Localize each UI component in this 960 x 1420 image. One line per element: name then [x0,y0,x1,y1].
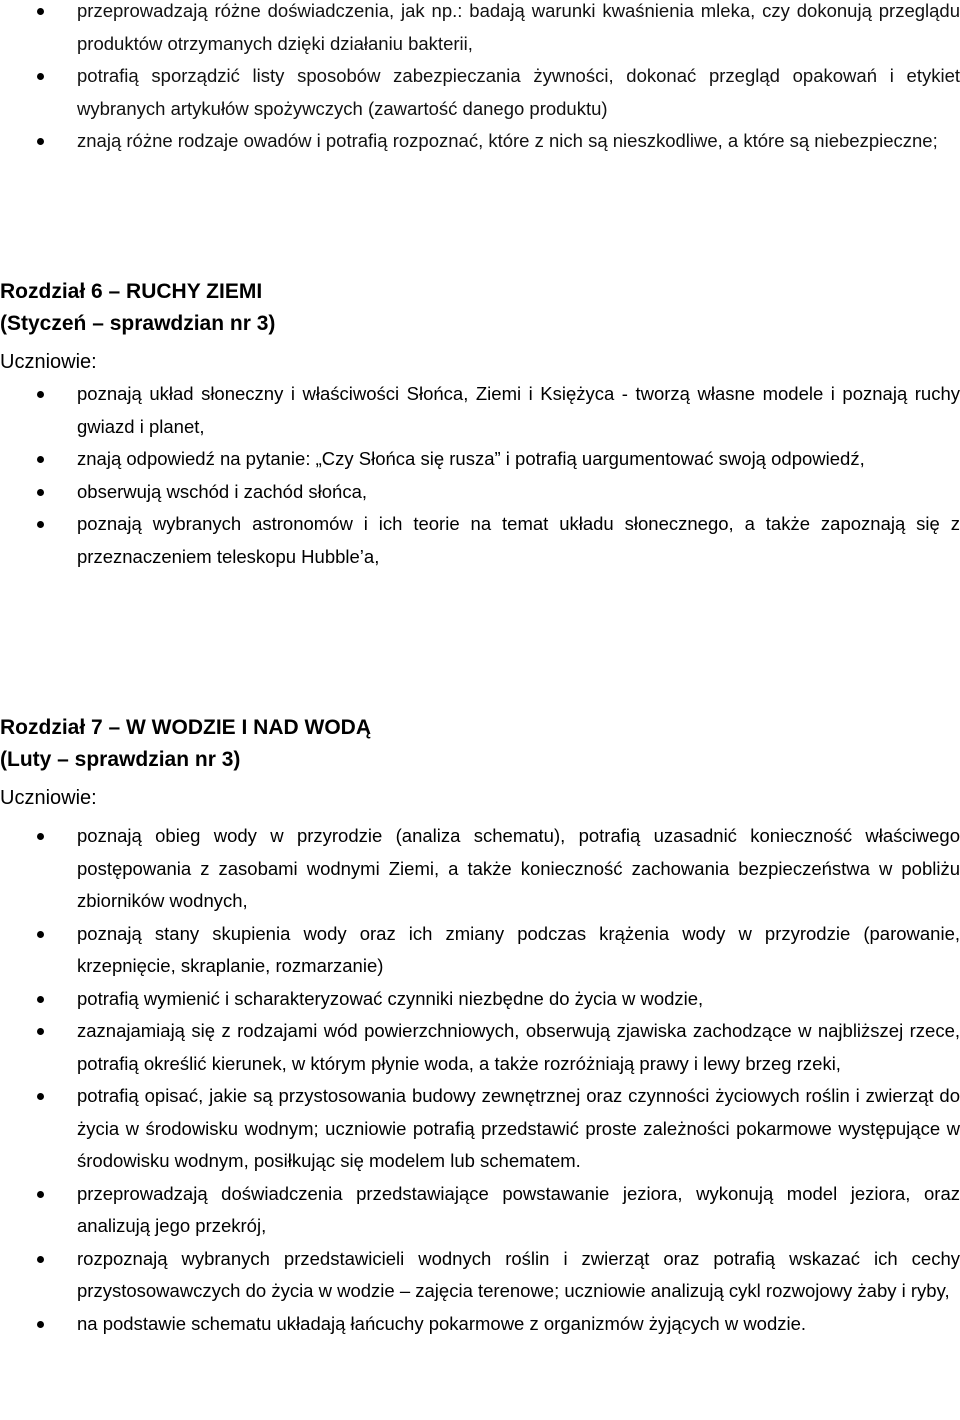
list-item: poznają stany skupienia wody oraz ich zmiany podczas krążenia wody w przyrodzie (parowanie, krzepnięcie, skraplanie, rozmarzanie) [0,918,960,983]
list-item: znają odpowiedź na pytanie: „Czy Słońca się rusza” i potrafią uargumentować swoją odpowiedź, [0,443,960,476]
list-item: potrafią wymienić i scharakteryzować czynniki niezbędne do życia w wodzie, [0,983,960,1016]
chapter-subtitle: (Styczeń – sprawdzian nr 3) [0,312,276,335]
students-label: Uczniowie: [0,351,97,373]
chapter-7-section [0,712,960,1340]
chapter-subtitle: (Luty – sprawdzian nr 3) [0,748,241,771]
chapter-title: Rozdział 6 – RUCHY ZIEMI [0,280,263,303]
list-item: potrafią opisać, jakie są przystosowania budowy zewnętrznej oraz czynności życiowych roślin i zwierząt do życia w środowisku wodnym; uczniowie potrafią przedstawić proste zależności pokarmowe występujące w środowisku wodnym, posiłkując się modelem lub schematem. [0,1080,960,1178]
list-item: obserwują wschód i zachód słońca, [0,476,960,509]
list-item: poznają wybranych astronomów i ich teorie na temat układu słonecznego, a także zapoznają się z przeznaczeniem teleskopu Hubble’a, [0,508,960,573]
chapter-6-list [0,378,960,573]
list-item: potrafią sporządzić listy sposobów zabezpieczania żywności, dokonać przegląd opakowań i etykiet wybranych artykułów spożywczych (zawartość danego produktu) [0,60,960,125]
list-item: zaznajamiają się z rodzajami wód powierzchniowych, obserwują zjawiska zachodzące w najbliższej rzece, potrafią określić kierunek, w którym płynie woda, a także rozróżniają prawy i lewy brzeg rzeki, [0,1015,960,1080]
chapter-6-section [0,276,960,573]
intro-list [0,0,960,158]
list-item: na podstawie schematu układają łańcuchy pokarmowe z organizmów żyjących w wodzie. [0,1308,960,1341]
list-item: poznają układ słoneczny i właściwości Słońca, Ziemi i Księżyca - tworzą własne modele i poznają ruchy gwiazd i planet, [0,378,960,443]
list-item: poznają obieg wody w przyrodzie (analiza schematu), potrafią uzasadnić konieczność właściwego postępowania z zasobami wodnymi Ziemi, a także konieczność zachowania bezpieczeństwa w pobliżu zbiorników wodnych, [0,820,960,918]
chapter-title: Rozdział 7 – W WODZIE I NAD WODĄ [0,716,371,739]
chapter-7-list [0,820,960,1340]
list-item: przeprowadzają doświadczenia przedstawiające powstawanie jeziora, wykonują model jeziora, oraz analizują jego przekrój, [0,1178,960,1243]
list-item: rozpoznają wybranych przedstawicieli wodnych roślin i zwierząt oraz potrafią wskazać ich cechy przystosowawczych do życia w wodzie – zajęcia terenowe; uczniowie analizują cykl rozwojowy żaby i ryby, [0,1243,960,1308]
list-item: znają różne rodzaje owadów i potrafią rozpoznać, które z nich są nieszkodliwe, a które są niebezpieczne; [0,125,960,158]
list-item: przeprowadzają różne doświadczenia, jak np.: badają warunki kwaśnienia mleka, czy dokonują przeglądu produktów otrzymanych dzięki działaniu bakterii, [0,0,960,60]
students-label: Uczniowie: [0,787,97,809]
